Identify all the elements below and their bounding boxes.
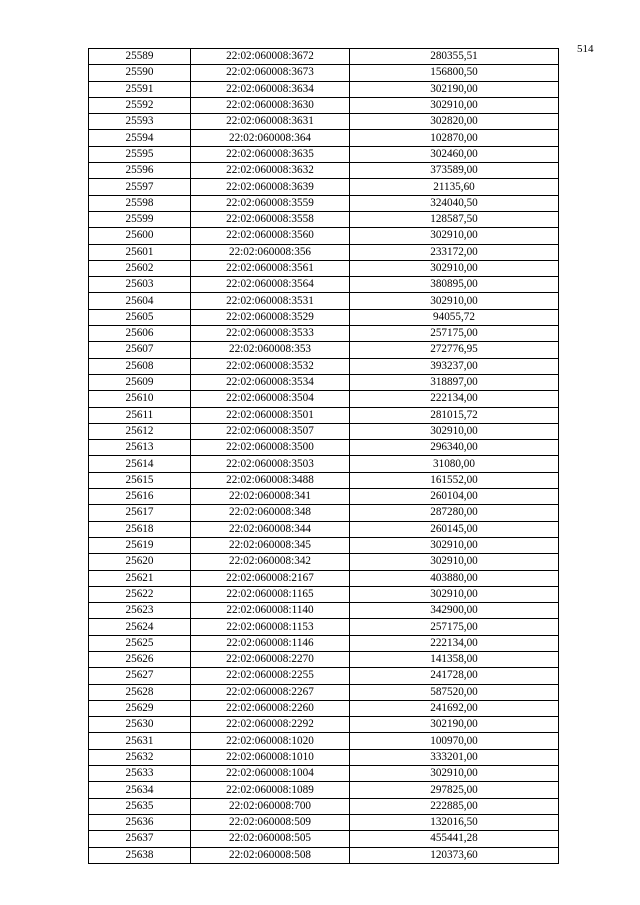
table-row <box>89 472 559 488</box>
cadastral-number-cell: 22:02:060008:2260 <box>191 700 350 716</box>
row-number-cell: 25605 <box>89 309 191 325</box>
cadastral-number-cell: 22:02:060008:3533 <box>191 326 350 342</box>
value-cell: 100970,00 <box>350 733 559 749</box>
cadastral-number-cell: 22:02:060008:1153 <box>191 619 350 635</box>
cadastral-number-cell: 22:02:060008:3564 <box>191 277 350 293</box>
row-number-cell: 25615 <box>89 472 191 488</box>
cadastral-number-cell: 22:02:060008:3632 <box>191 163 350 179</box>
cadastral-number-cell: 22:02:060008:509 <box>191 814 350 830</box>
table-row <box>89 146 559 162</box>
cadastral-number-cell: 22:02:060008:3635 <box>191 146 350 162</box>
cadastral-number-cell: 22:02:060008:1165 <box>191 586 350 602</box>
cadastral-number-cell: 22:02:060008:3488 <box>191 472 350 488</box>
table-row <box>89 244 559 260</box>
value-cell: 222134,00 <box>350 391 559 407</box>
value-cell: 380895,00 <box>350 277 559 293</box>
value-cell: 241692,00 <box>350 700 559 716</box>
table-body <box>89 49 559 864</box>
value-cell: 272776,95 <box>350 342 559 358</box>
cadastral-number-cell: 22:02:060008:3672 <box>191 49 350 65</box>
table-row <box>89 586 559 602</box>
cadastral-number-cell: 22:02:060008:3529 <box>191 309 350 325</box>
cadastral-number-cell: 22:02:060008:2267 <box>191 684 350 700</box>
cadastral-number-cell: 22:02:060008:1146 <box>191 635 350 651</box>
table-row <box>89 211 559 227</box>
table-row <box>89 342 559 358</box>
cadastral-number-cell: 22:02:060008:3532 <box>191 358 350 374</box>
table-row <box>89 505 559 521</box>
cadastral-number-cell: 22:02:060008:3500 <box>191 440 350 456</box>
table-row <box>89 831 559 847</box>
table-row <box>89 49 559 65</box>
cadastral-number-cell: 22:02:060008:348 <box>191 505 350 521</box>
cadastral-number-cell: 22:02:060008:3503 <box>191 456 350 472</box>
value-cell: 302910,00 <box>350 97 559 113</box>
value-cell: 297825,00 <box>350 782 559 798</box>
row-number-cell: 25618 <box>89 521 191 537</box>
value-cell: 302190,00 <box>350 81 559 97</box>
table-row <box>89 554 559 570</box>
cadastral-number-cell: 22:02:060008:3501 <box>191 407 350 423</box>
row-number-cell: 25590 <box>89 65 191 81</box>
cadastral-number-cell: 22:02:060008:1140 <box>191 603 350 619</box>
cadastral-number-cell: 22:02:060008:3639 <box>191 179 350 195</box>
value-cell: 120373,60 <box>350 847 559 863</box>
value-cell: 455441,28 <box>350 831 559 847</box>
value-cell: 241728,00 <box>350 668 559 684</box>
table-row <box>89 65 559 81</box>
value-cell: 302910,00 <box>350 228 559 244</box>
table-row <box>89 668 559 684</box>
value-cell: 302910,00 <box>350 586 559 602</box>
row-number-cell: 25612 <box>89 423 191 439</box>
row-number-cell: 25592 <box>89 97 191 113</box>
value-cell: 21135,60 <box>350 179 559 195</box>
table-row <box>89 782 559 798</box>
value-cell: 302910,00 <box>350 293 559 309</box>
table-row <box>89 260 559 276</box>
table-row <box>89 309 559 325</box>
row-number-cell: 25623 <box>89 603 191 619</box>
row-number-cell: 25631 <box>89 733 191 749</box>
cadastral-number-cell: 22:02:060008:3559 <box>191 195 350 211</box>
cadastral-number-cell: 22:02:060008:3560 <box>191 228 350 244</box>
value-cell: 161552,00 <box>350 472 559 488</box>
value-cell: 302910,00 <box>350 537 559 553</box>
row-number-cell: 25597 <box>89 179 191 195</box>
table-row <box>89 374 559 390</box>
row-number-cell: 25594 <box>89 130 191 146</box>
table-row <box>89 391 559 407</box>
value-cell: 222134,00 <box>350 635 559 651</box>
table-row <box>89 651 559 667</box>
row-number-cell: 25628 <box>89 684 191 700</box>
row-number-cell: 25634 <box>89 782 191 798</box>
row-number-cell: 25608 <box>89 358 191 374</box>
table-row <box>89 423 559 439</box>
cadastral-number-cell: 22:02:060008:3561 <box>191 260 350 276</box>
cadastral-number-cell: 22:02:060008:700 <box>191 798 350 814</box>
cadastral-number-cell: 22:02:060008:508 <box>191 847 350 863</box>
row-number-cell: 25611 <box>89 407 191 423</box>
value-cell: 333201,00 <box>350 749 559 765</box>
row-number-cell: 25629 <box>89 700 191 716</box>
row-number-cell: 25593 <box>89 114 191 130</box>
table-row <box>89 293 559 309</box>
cadastral-number-cell: 22:02:060008:342 <box>191 554 350 570</box>
table-row <box>89 440 559 456</box>
value-cell: 260104,00 <box>350 489 559 505</box>
value-cell: 281015,72 <box>350 407 559 423</box>
row-number-cell: 25604 <box>89 293 191 309</box>
cadastral-number-cell: 22:02:060008:505 <box>191 831 350 847</box>
cadastral-number-cell: 22:02:060008:3507 <box>191 423 350 439</box>
value-cell: 342900,00 <box>350 603 559 619</box>
value-cell: 587520,00 <box>350 684 559 700</box>
row-number-cell: 25595 <box>89 146 191 162</box>
table-row <box>89 717 559 733</box>
row-number-cell: 25627 <box>89 668 191 684</box>
table-row <box>89 603 559 619</box>
cadastral-number-cell: 22:02:060008:2292 <box>191 717 350 733</box>
value-cell: 302460,00 <box>350 146 559 162</box>
value-cell: 302190,00 <box>350 717 559 733</box>
row-number-cell: 25598 <box>89 195 191 211</box>
value-cell: 393237,00 <box>350 358 559 374</box>
table-row <box>89 684 559 700</box>
cadastral-number-cell: 22:02:060008:3558 <box>191 211 350 227</box>
value-cell: 257175,00 <box>350 619 559 635</box>
table-row <box>89 114 559 130</box>
cadastral-number-cell: 22:02:060008:1004 <box>191 766 350 782</box>
table-row <box>89 521 559 537</box>
value-cell: 302910,00 <box>350 766 559 782</box>
value-cell: 141358,00 <box>350 651 559 667</box>
value-cell: 222885,00 <box>350 798 559 814</box>
row-number-cell: 25591 <box>89 81 191 97</box>
value-cell: 102870,00 <box>350 130 559 146</box>
value-cell: 373589,00 <box>350 163 559 179</box>
row-number-cell: 25613 <box>89 440 191 456</box>
value-cell: 156800,50 <box>350 65 559 81</box>
cadastral-number-cell: 22:02:060008:1020 <box>191 733 350 749</box>
row-number-cell: 25609 <box>89 374 191 390</box>
table-row <box>89 179 559 195</box>
row-number-cell: 25636 <box>89 814 191 830</box>
row-number-cell: 25633 <box>89 766 191 782</box>
row-number-cell: 25616 <box>89 489 191 505</box>
value-cell: 302820,00 <box>350 114 559 130</box>
table-row <box>89 798 559 814</box>
cadastral-number-cell: 22:02:060008:345 <box>191 537 350 553</box>
value-cell: 233172,00 <box>350 244 559 260</box>
row-number-cell: 25624 <box>89 619 191 635</box>
cadastral-number-cell: 22:02:060008:1010 <box>191 749 350 765</box>
value-cell: 318897,00 <box>350 374 559 390</box>
value-cell: 257175,00 <box>350 326 559 342</box>
row-number-cell: 25607 <box>89 342 191 358</box>
data-table <box>88 48 559 864</box>
table-row <box>89 130 559 146</box>
cadastral-number-cell: 22:02:060008:1089 <box>191 782 350 798</box>
cadastral-number-cell: 22:02:060008:3673 <box>191 65 350 81</box>
table-row <box>89 407 559 423</box>
row-number-cell: 25619 <box>89 537 191 553</box>
value-cell: 260145,00 <box>350 521 559 537</box>
table-row <box>89 456 559 472</box>
cadastral-number-cell: 22:02:060008:353 <box>191 342 350 358</box>
table-row <box>89 81 559 97</box>
row-number-cell: 25617 <box>89 505 191 521</box>
page-number: 514 <box>577 43 594 55</box>
cadastral-number-cell: 22:02:060008:344 <box>191 521 350 537</box>
table-row <box>89 570 559 586</box>
cadastral-number-cell: 22:02:060008:3534 <box>191 374 350 390</box>
value-cell: 302910,00 <box>350 554 559 570</box>
value-cell: 302910,00 <box>350 423 559 439</box>
cadastral-number-cell: 22:02:060008:2167 <box>191 570 350 586</box>
table-row <box>89 733 559 749</box>
value-cell: 132016,50 <box>350 814 559 830</box>
table-row <box>89 814 559 830</box>
row-number-cell: 25614 <box>89 456 191 472</box>
value-cell: 324040,50 <box>350 195 559 211</box>
cadastral-number-cell: 22:02:060008:341 <box>191 489 350 505</box>
row-number-cell: 25632 <box>89 749 191 765</box>
table-row <box>89 619 559 635</box>
cadastral-number-cell: 22:02:060008:364 <box>191 130 350 146</box>
row-number-cell: 25602 <box>89 260 191 276</box>
table-row <box>89 635 559 651</box>
cadastral-number-cell: 22:02:060008:2270 <box>191 651 350 667</box>
cadastral-number-cell: 22:02:060008:3504 <box>191 391 350 407</box>
table-row <box>89 847 559 863</box>
row-number-cell: 25621 <box>89 570 191 586</box>
row-number-cell: 25606 <box>89 326 191 342</box>
value-cell: 403880,00 <box>350 570 559 586</box>
row-number-cell: 25610 <box>89 391 191 407</box>
table-row <box>89 326 559 342</box>
cadastral-number-cell: 22:02:060008:3531 <box>191 293 350 309</box>
table-row <box>89 195 559 211</box>
row-number-cell: 25637 <box>89 831 191 847</box>
value-cell: 128587,50 <box>350 211 559 227</box>
table-row <box>89 97 559 113</box>
row-number-cell: 25626 <box>89 651 191 667</box>
table-row <box>89 700 559 716</box>
cadastral-number-cell: 22:02:060008:3631 <box>191 114 350 130</box>
row-number-cell: 25596 <box>89 163 191 179</box>
cadastral-number-cell: 22:02:060008:3630 <box>191 97 350 113</box>
cadastral-number-cell: 22:02:060008:2255 <box>191 668 350 684</box>
row-number-cell: 25603 <box>89 277 191 293</box>
row-number-cell: 25600 <box>89 228 191 244</box>
value-cell: 287280,00 <box>350 505 559 521</box>
row-number-cell: 25630 <box>89 717 191 733</box>
row-number-cell: 25622 <box>89 586 191 602</box>
value-cell: 302910,00 <box>350 260 559 276</box>
table-row <box>89 228 559 244</box>
table-row <box>89 766 559 782</box>
row-number-cell: 25625 <box>89 635 191 651</box>
value-cell: 280355,51 <box>350 49 559 65</box>
row-number-cell: 25635 <box>89 798 191 814</box>
value-cell: 296340,00 <box>350 440 559 456</box>
row-number-cell: 25589 <box>89 49 191 65</box>
table-row <box>89 358 559 374</box>
row-number-cell: 25601 <box>89 244 191 260</box>
row-number-cell: 25638 <box>89 847 191 863</box>
value-cell: 94055,72 <box>350 309 559 325</box>
cadastral-number-cell: 22:02:060008:356 <box>191 244 350 260</box>
table-row <box>89 489 559 505</box>
table-row <box>89 277 559 293</box>
value-cell: 31080,00 <box>350 456 559 472</box>
row-number-cell: 25599 <box>89 211 191 227</box>
table-row <box>89 749 559 765</box>
table-row <box>89 537 559 553</box>
row-number-cell: 25620 <box>89 554 191 570</box>
cadastral-number-cell: 22:02:060008:3634 <box>191 81 350 97</box>
table-row <box>89 163 559 179</box>
